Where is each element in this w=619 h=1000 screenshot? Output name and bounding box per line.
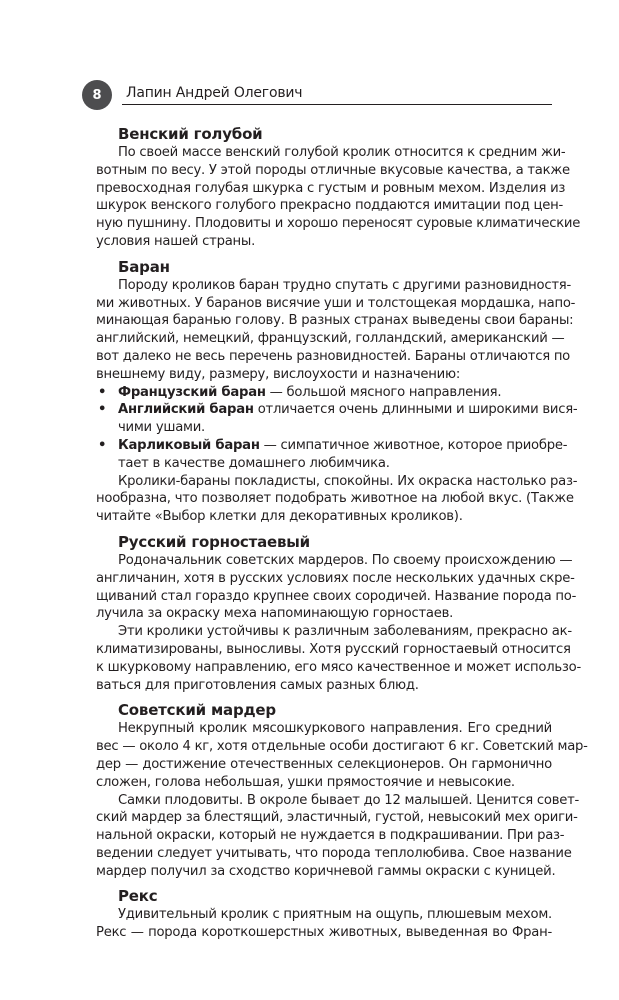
text-line: вотным по весу. У этой породы отличные вкусовые качества, а также xyxy=(96,162,570,178)
text-line: щиваний стал гораздо крупнее своих сородичей. Название порода по- xyxy=(96,588,577,604)
text-line: Некрупный кролик мясошкуркового направления. Его средний xyxy=(118,721,552,737)
header-rule xyxy=(122,104,552,105)
paragraph xyxy=(96,792,580,881)
list-item xyxy=(96,384,552,402)
paragraph xyxy=(96,144,581,251)
section-heading: Рекс xyxy=(118,887,158,906)
text-line: внешнему виду, размеру, вислоухости и назначению: xyxy=(96,366,461,382)
text-line: к шкурковому направлению, его мясо качественное и может использо- xyxy=(96,659,581,675)
text-line: По своей массе венский голубой кролик относится к средним жи- xyxy=(118,145,566,160)
text-line: Удивительный кролик с приятным на ощупь, плюшевым мехом. xyxy=(118,907,552,923)
section-heading: Русский горностаевый xyxy=(118,532,310,551)
text-line: дер — достижение отечественных селекционеров. Он гармонично xyxy=(96,756,552,772)
running-header-author: Лапин Андрей Олегович xyxy=(126,85,303,101)
text-line: ведении следует учитывать, что порода теплолюбива. Свое название xyxy=(96,845,572,861)
text-line: вес — около 4 кг, хотя отдельные особи достигают 6 кг. Советский мар- xyxy=(96,739,588,755)
text-line: минающая баранью голову. В разных странах выведены свои бараны: xyxy=(96,313,574,329)
text-line: Самки плодовиты. В окроле бывает до 12 малышей. Ценится совет- xyxy=(118,792,580,808)
section-heading: Советский мардер xyxy=(118,701,276,720)
text-line: условия нашей страны. xyxy=(96,233,256,249)
text-line xyxy=(118,384,552,402)
text-line: ваться для приготовления самых разных блюд. xyxy=(96,677,419,693)
paragraph xyxy=(96,906,552,942)
text-line: превосходная голубая шкурка с густым и ровным мехом. Изделия из xyxy=(96,180,566,196)
section-heading: Баран xyxy=(118,257,170,276)
paragraph xyxy=(96,552,577,623)
text-line: Эти кролики устойчивы к различным заболеваниям, прекрасно ак- xyxy=(118,624,572,640)
text-line: шкурок венского голубого прекрасно поддаются имитации под цен- xyxy=(96,198,563,214)
text-line: Родоначальник советских мардеров. По своему происхождению — xyxy=(118,552,573,568)
text-line: англичанин, хотя в русских условиях после нескольких удачных скре- xyxy=(96,570,575,586)
paragraph xyxy=(96,623,581,694)
text-line: вот далеко не весь перечень разновидностей. Бараны отличаются по xyxy=(96,348,571,364)
text-line: Рекс — порода короткошерстных животных, выведенная во Фран- xyxy=(96,925,552,941)
section-heading: Венский голубой xyxy=(118,125,263,143)
running-header xyxy=(82,80,552,110)
text-line: Породу кроликов баран трудно спутать с другими разновидностя- xyxy=(118,277,571,293)
bullet-text: — симпатичное животное, которое приобре- xyxy=(259,437,568,453)
text-line: мардер получил за сходство коричневой гаммы окраски с куницей. xyxy=(96,863,556,879)
bullet-text: отличается очень длинными и широкими вися- xyxy=(253,402,578,418)
bold-term: Английский баран xyxy=(118,402,254,418)
page-body xyxy=(96,124,588,942)
bold-term: Французский баран xyxy=(118,384,266,400)
text-line: ский мардер за блестящий, эластичный, густой, невысокий мех ориги- xyxy=(96,810,578,826)
text-line: чими ушами. xyxy=(118,420,205,436)
paragraph xyxy=(96,720,588,791)
text-line: сложен, голова небольшая, ушки прямостоячие и невысокие. xyxy=(96,774,515,790)
text-line: нальной окраски, который не нуждается в подкрашивании. При раз- xyxy=(96,828,565,844)
text-line: климатизированы, выносливы. Хотя русский горностаевый относится xyxy=(96,641,571,657)
page-number-badge: 8 xyxy=(82,80,112,110)
text-line xyxy=(118,401,578,419)
text-line: английский, немецкий, французский, голландский, американский — xyxy=(96,331,565,347)
bold-term: Карликовый баран xyxy=(118,437,260,453)
list-item xyxy=(96,437,568,473)
text-line: Кролики-бараны покладисты, спокойны. Их окраска настолько раз- xyxy=(118,473,578,489)
text-line: ную пушнину. Плодовиты и хорошо переносят суровые климатические xyxy=(96,216,581,232)
text-line: тает в качестве домашнего любимчика. xyxy=(118,455,390,471)
paragraph xyxy=(96,473,578,526)
text-line: читайте «Выбор клетки для декоративных кроликов). xyxy=(96,509,463,525)
list-item xyxy=(96,401,578,437)
text-line: ми животных. У баранов висячие уши и толстощекая мордашка, напо- xyxy=(96,295,576,311)
text-line xyxy=(118,437,568,455)
text-line: нообразна, что позволяет подобрать животное на любой вкус. (Также xyxy=(96,491,574,507)
text-line: лучила за окраску меха напоминающую горностаев. xyxy=(96,606,454,622)
bullet-text: — большой мясного направления. xyxy=(265,384,502,400)
paragraph xyxy=(96,277,576,384)
